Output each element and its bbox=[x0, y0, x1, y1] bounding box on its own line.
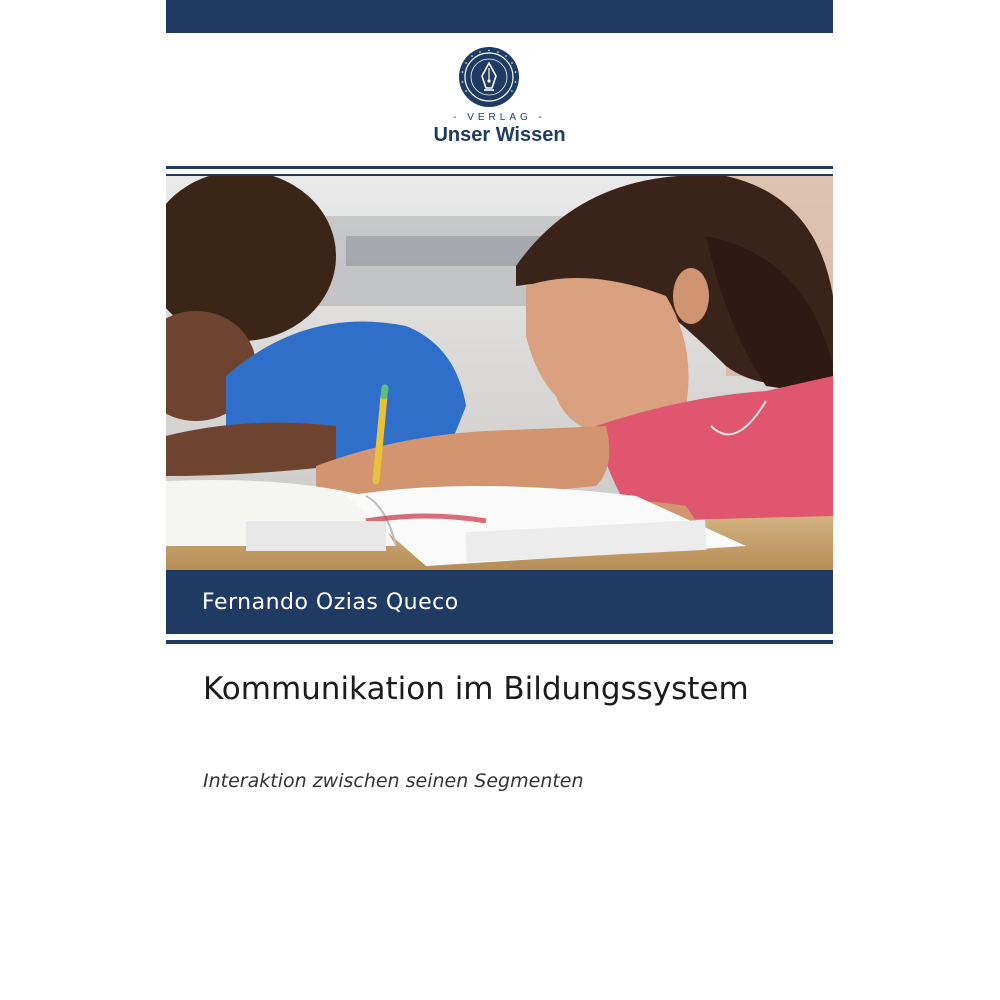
book-title: Kommunikation im Bildungssystem bbox=[203, 671, 749, 707]
photo-top-rule bbox=[166, 166, 833, 169]
top-color-band bbox=[166, 0, 833, 33]
publisher-seal-icon bbox=[458, 46, 520, 108]
author-name: Fernando Ozias Queco bbox=[202, 590, 459, 615]
author-band bbox=[166, 570, 833, 634]
book-subtitle: Interaktion zwischen seinen Segmenten bbox=[203, 770, 584, 792]
cover-photo bbox=[166, 176, 833, 570]
book-cover bbox=[166, 0, 833, 1000]
author-underline-rule bbox=[166, 640, 833, 644]
publisher-name: Unser Wissen bbox=[433, 124, 566, 146]
publisher-kicker: - VERLAG - bbox=[453, 112, 546, 123]
